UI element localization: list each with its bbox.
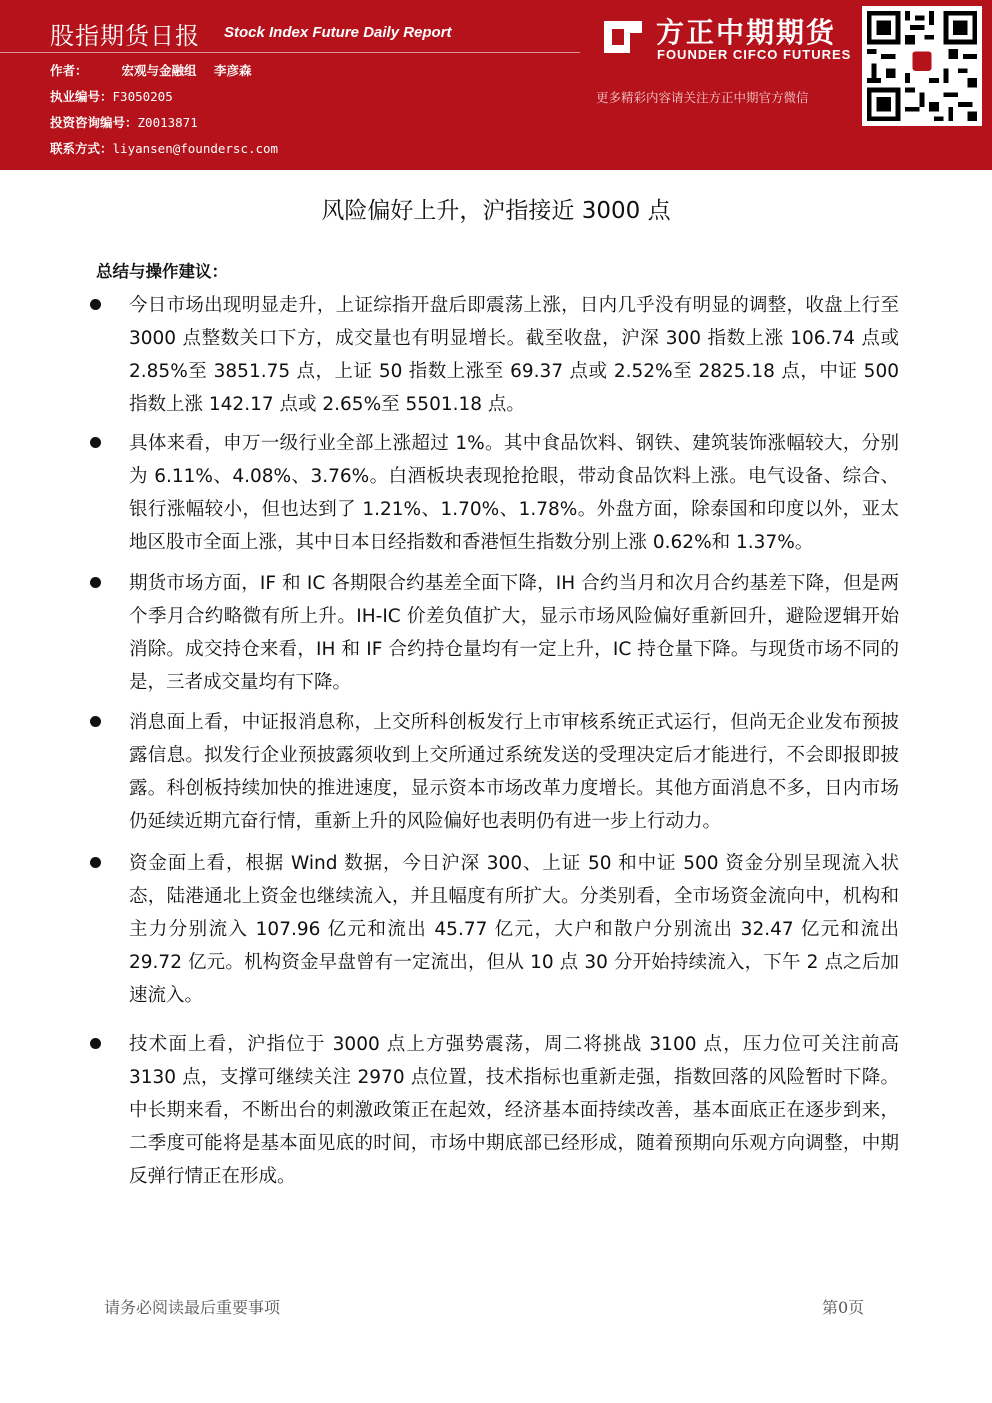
brand-name-cn: 方正中期期货 bbox=[656, 16, 837, 49]
bullet-text: 消息面上看，中证报消息称，上交所科创板发行上市审核系统正式运行，但尚无企业发布预披露信息。拟发行企业预披露须收到上交所通过系统发送的受理决定后才能进行，不会即报即披露。科创板持续加快的推进速度，显示资本市场改革力度增长。其他方面消息不多，日内市场仍延续近期亢奋行情，重新上升的风险偏好也表明仍有进一步上行动力。 bbox=[129, 712, 899, 832]
bullet-text: 期货市场方面，IF 和 IC 各期限合约基差全面下降，IH 合约当月和次月合约基差下降，但是两个季月合约略微有所上升。IH-IC 价差负值扩大，显示市场风险偏好重新回升，避险逻辑开始消除。成交持仓来看，IH 和 IF 合约持仓量均有一定上升，IC 持仓量下降。与现货市场不同的是，三者成交量均有下降。 bbox=[129, 573, 899, 693]
contact-email[interactable]: liyansen@foundersc.com bbox=[112, 141, 279, 156]
bullet-icon bbox=[90, 1038, 101, 1049]
contact-row bbox=[50, 139, 278, 157]
bullet-text: 今日市场出现明显走升，上证综指开盘后即震荡上涨，日内几乎没有明显的调整，收盘上行至 3000 点整数关口下方，成交量也有明显增长。截至收盘，沪深 300 指数上涨 106.74 点或 2.85%至 3851.75 点，上证 50 指数上涨至 69.37 点或 2.52%至 2825.18 点，中证 500 指数上涨 142.17 点或 2.65%至 5501.18 点。 bbox=[129, 295, 899, 415]
consult-label: 投资咨询编号： bbox=[50, 115, 138, 130]
report-title-cn: 股指期货日报 bbox=[50, 22, 200, 50]
license-number: F3050205 bbox=[112, 89, 173, 104]
bullet-icon bbox=[90, 716, 101, 727]
header-divider bbox=[0, 52, 580, 53]
author-row bbox=[50, 61, 251, 79]
page-number: 第0页 bbox=[822, 1298, 865, 1317]
summary-section-label: 总结与操作建议： bbox=[96, 262, 228, 281]
contact-label: 联系方式： bbox=[50, 141, 113, 156]
author-team: 宏观与金融组 bbox=[121, 63, 197, 78]
consult-row bbox=[50, 113, 198, 131]
bullet-icon bbox=[90, 577, 101, 588]
bullet-icon bbox=[90, 299, 101, 310]
bullet-text: 资金面上看，根据 Wind 数据，今日沪深 300、上证 50 和中证 500 资金分别呈现流入状态，陆港通北上资金也继续流入，并且幅度有所扩大。分类别看，全市场资金流向中，机构和主力分别流入 107.96 亿元和流出 45.77 亿元，大户和散户分别流出 32.47 亿元和流出 29.72 亿元。机构资金早盘曾有一定流出，但从 10 点 30 分开始持续流入，下午 2 点之后加速流入。 bbox=[129, 853, 899, 1006]
wechat-qr-code[interactable] bbox=[862, 6, 982, 126]
author-label: 作者： bbox=[50, 63, 88, 78]
wechat-follow-note: 更多精彩内容请关注方正中期官方微信 bbox=[596, 90, 809, 105]
author-name: 李彦森 bbox=[213, 63, 252, 78]
bullet-icon bbox=[90, 437, 101, 448]
consult-number: Z0013871 bbox=[137, 115, 198, 130]
license-label: 执业编号： bbox=[50, 89, 113, 104]
report-header-banner bbox=[0, 0, 992, 170]
report-headline: 风险偏好上升，沪指接近 3000 点 bbox=[321, 198, 671, 224]
bullet-text: 具体来看，申万一级行业全部上涨超过 1%。其中食品饮料、钢铁、建筑装饰涨幅较大，分别为 6.11%、4.08%、3.76%。白酒板块表现抢抢眼，带动食品饮料上涨。电气设备、综合、银行涨幅较小，但也达到了 1.21%、1.70%、1.78%。外盘方面，除泰国和印度以外，亚太地区股市全面上涨，其中日本日经指数和香港恒生指数分别上涨 0.62%和 1.37%。 bbox=[129, 433, 899, 553]
footer-disclaimer-note: 请务必阅读最后重要事项 bbox=[104, 1298, 281, 1317]
founder-logo-icon bbox=[600, 17, 646, 57]
brand-name-en: FOUNDER CIFCO FUTURES bbox=[657, 47, 852, 62]
report-title-en: Stock Index Future Daily Report bbox=[224, 24, 452, 41]
bullet-icon bbox=[90, 857, 101, 868]
license-row bbox=[50, 87, 173, 105]
bullet-text: 技术面上看，沪指位于 3000 点上方强势震荡，周二将挑战 3100 点，压力位可关注前高 3130 点，支撑可继续关注 2970 点位置，技术指标也重新走强，指数回落的风险暂时下降。中长期来看，不断出台的刺激政策正在起效，经济基本面持续改善，基本面底正在逐步到来，二季度可能将是基本面见底的时间，市场中期底部已经形成，随着预期向乐观方向调整，中期反弹行情正在形成。 bbox=[129, 1034, 899, 1187]
